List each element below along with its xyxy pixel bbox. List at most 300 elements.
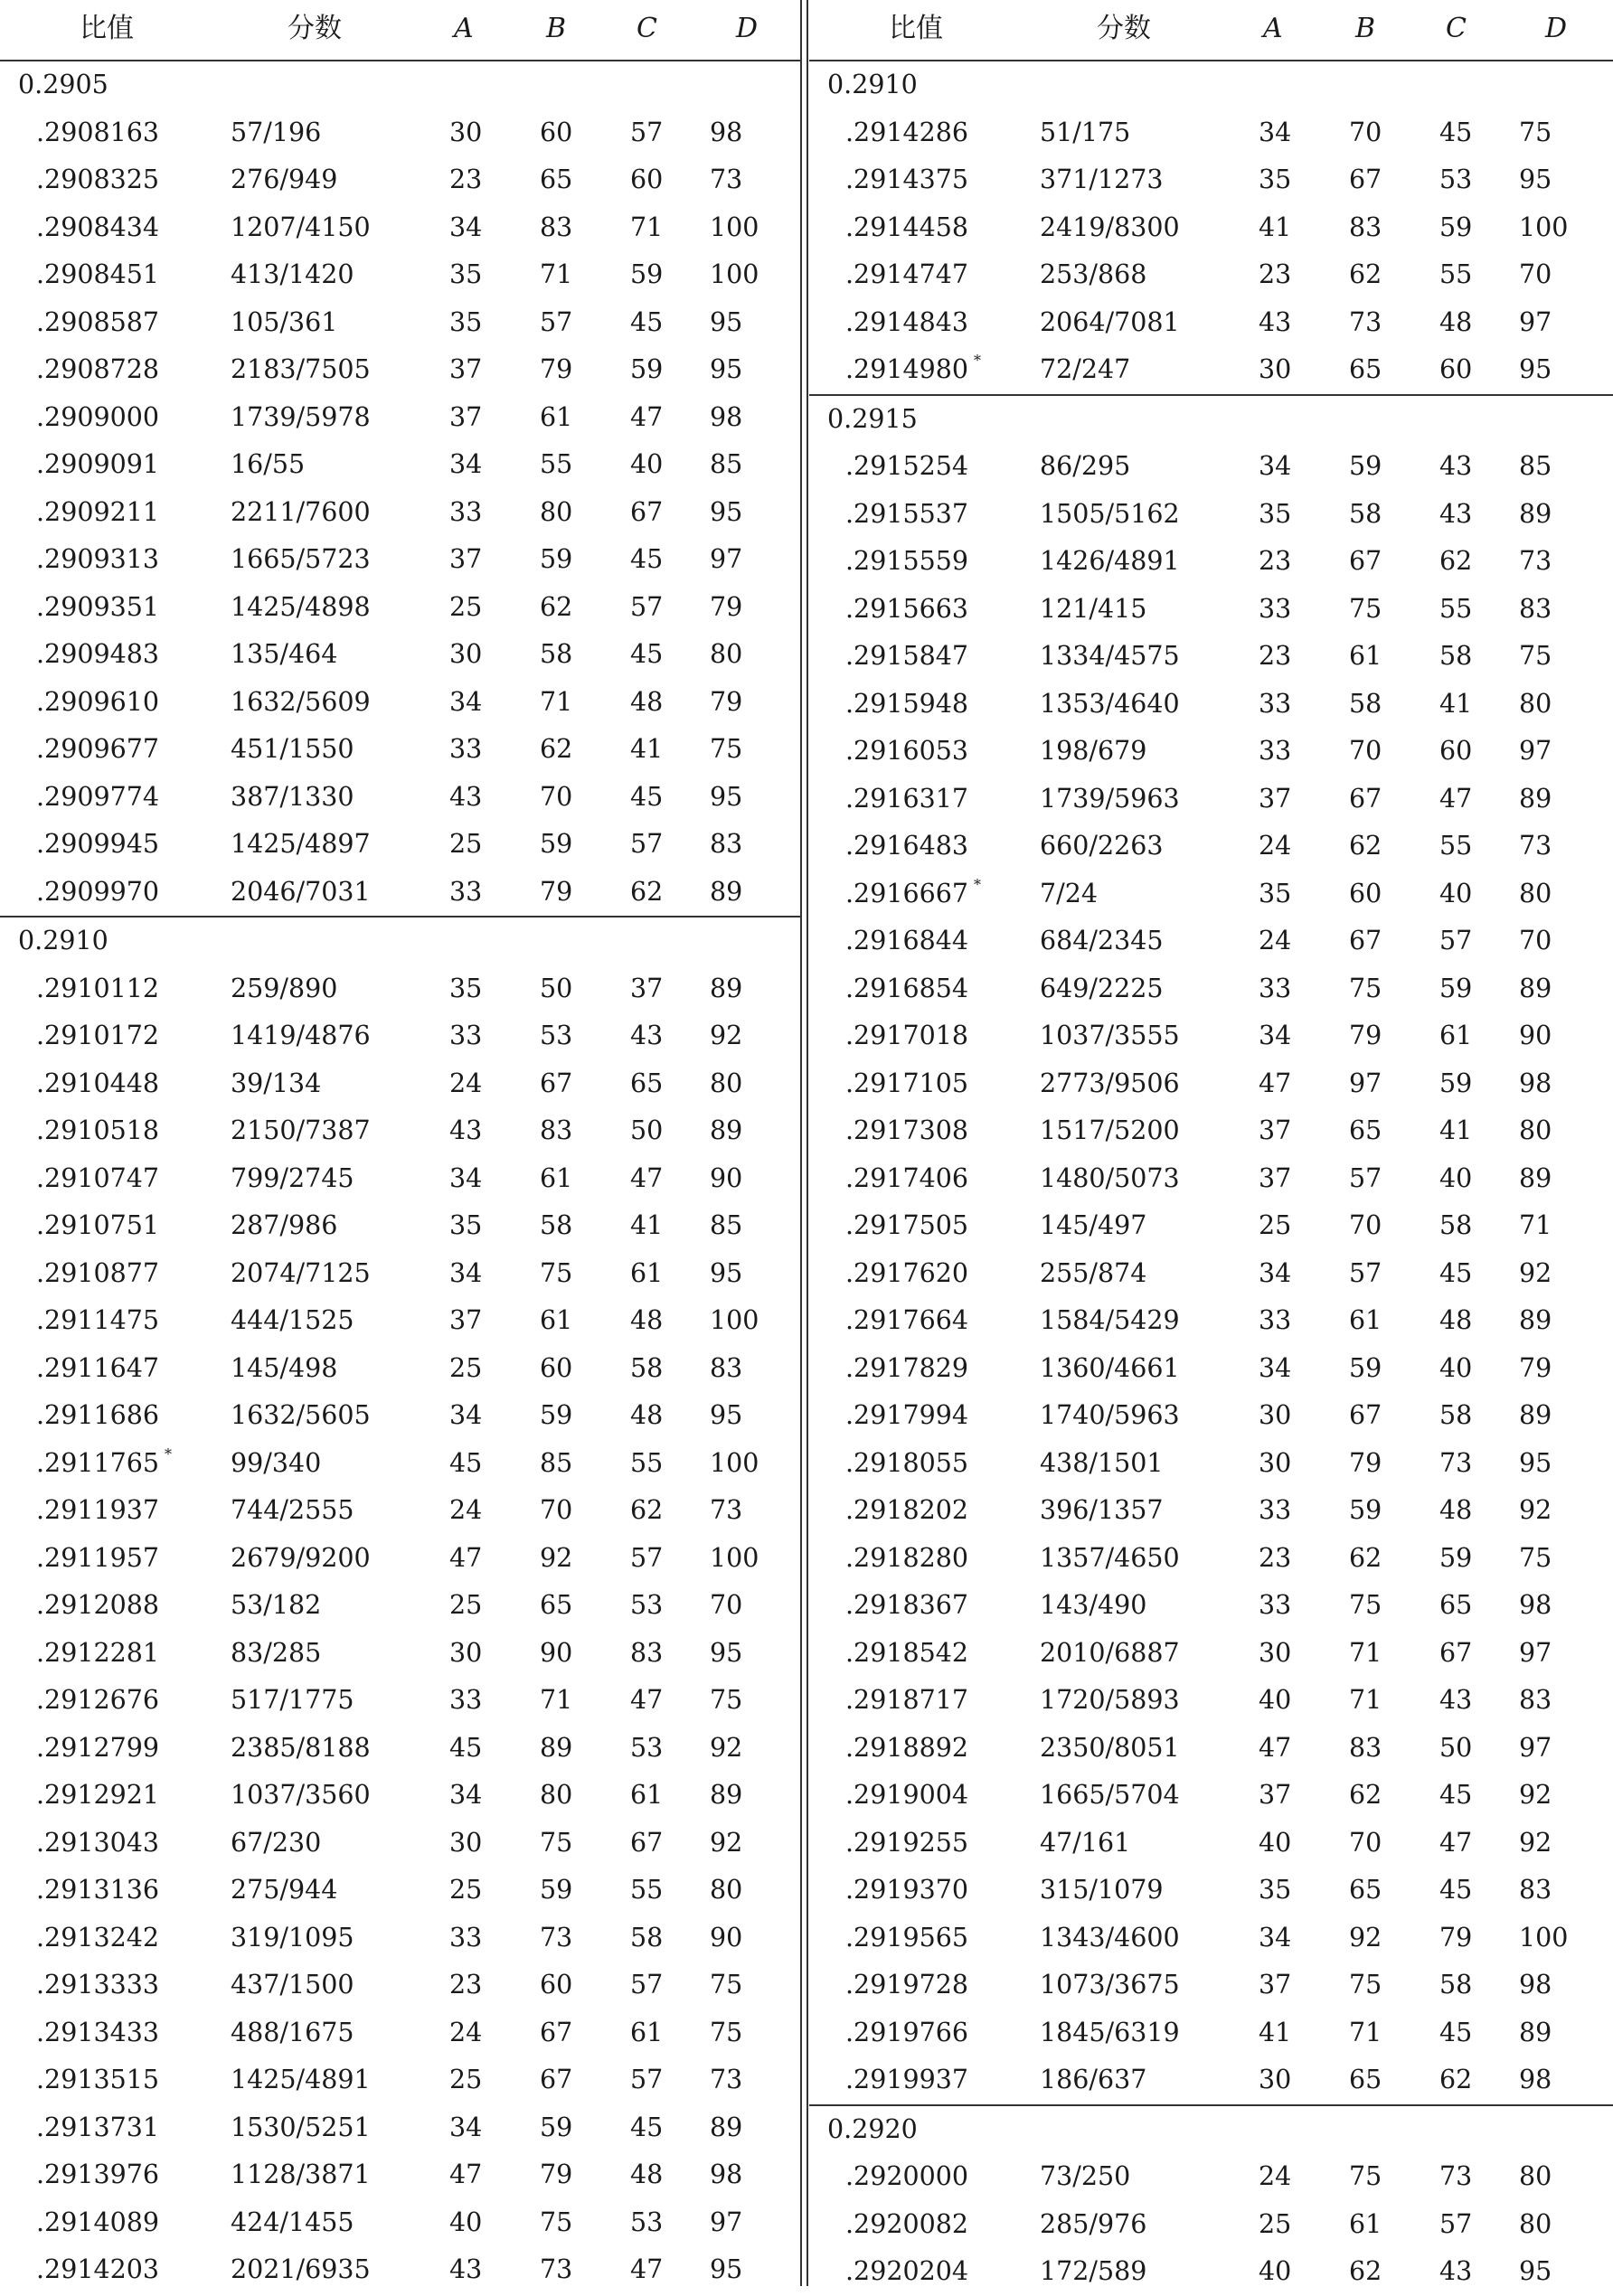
- ratio-value: .2914203: [36, 2254, 159, 2284]
- b-cell: 60: [540, 1970, 573, 2000]
- header-ratio: 比值: [80, 13, 134, 44]
- b-cell: 62: [1349, 831, 1382, 861]
- c-cell: 45: [1439, 1875, 1473, 1905]
- ratio-cell: [845, 1725, 968, 1773]
- table-row: [809, 2248, 1613, 2296]
- ratio-cell: [36, 204, 159, 252]
- fraction-cell: 2211/7600: [231, 496, 371, 527]
- fraction-cell: 1425/4891: [231, 2065, 371, 2094]
- ratio-value: .2913242: [36, 1922, 159, 1953]
- d-cell: 98: [1519, 2065, 1552, 2094]
- b-cell: 75: [1349, 593, 1382, 624]
- d-cell: 73: [1519, 831, 1552, 861]
- d-cell: 89: [1519, 1305, 1552, 1335]
- table-row: [0, 1107, 802, 1155]
- fraction-cell: 255/874: [1040, 1257, 1147, 1288]
- ratio-cell: [36, 1012, 159, 1060]
- d-cell: 95: [710, 306, 743, 337]
- a-cell: 34: [1259, 1922, 1292, 1953]
- c-cell: 47: [630, 401, 664, 432]
- b-cell: 67: [1349, 926, 1382, 955]
- ratio-value: .2913433: [36, 2017, 159, 2047]
- b-cell: 79: [540, 876, 573, 907]
- c-cell: 55: [630, 1875, 664, 1905]
- table-row: [809, 1012, 1613, 1060]
- ratio-cell: [845, 1297, 968, 1345]
- table-row: [0, 2104, 802, 2152]
- b-cell: 70: [1349, 117, 1382, 147]
- b-cell: 62: [1349, 2256, 1382, 2286]
- fraction-cell: 1740/5963: [1040, 1400, 1180, 1430]
- ratio-cell: [36, 1060, 159, 1108]
- a-cell: 25: [449, 829, 483, 859]
- table-row: [809, 965, 1613, 1013]
- a-cell: 35: [449, 973, 483, 1003]
- d-cell: 89: [1519, 783, 1552, 814]
- ratio-cell: [845, 1155, 968, 1203]
- table-row: [0, 1487, 802, 1535]
- c-cell: 43: [1439, 498, 1473, 529]
- b-cell: 83: [540, 1115, 573, 1145]
- a-cell: 41: [1259, 212, 1292, 242]
- table-row: [0, 251, 802, 299]
- fraction-cell: 1343/4600: [1040, 1922, 1180, 1953]
- table-row: [0, 965, 802, 1013]
- fraction-cell: 1334/4575: [1040, 641, 1180, 671]
- fraction-cell: 1739/5978: [231, 401, 371, 432]
- a-cell: 35: [1259, 165, 1292, 194]
- table-row: [809, 1915, 1613, 1962]
- ratio-value: .2915254: [845, 451, 968, 481]
- c-cell: 67: [630, 496, 664, 527]
- a-cell: 30: [449, 117, 483, 147]
- table-row: [0, 1345, 802, 1393]
- d-cell: 80: [1519, 878, 1552, 908]
- b-cell: 62: [1349, 1780, 1382, 1810]
- d-cell: 95: [710, 1257, 743, 1288]
- table-row: [0, 1867, 802, 1915]
- d-cell: 92: [710, 1021, 743, 1050]
- a-cell: 33: [1259, 688, 1292, 719]
- fraction-cell: 2183/7505: [231, 354, 371, 384]
- ratio-cell: [36, 726, 159, 774]
- header-d: D: [1545, 13, 1568, 44]
- ratio-cell: [36, 2246, 159, 2294]
- c-cell: 62: [630, 1495, 664, 1525]
- ratio-value: .2914458: [845, 212, 968, 242]
- ratio-cell: [845, 2201, 968, 2249]
- table-row: [0, 1297, 802, 1345]
- a-cell: 30: [449, 1827, 483, 1858]
- b-cell: 57: [1349, 1162, 1382, 1193]
- d-cell: 98: [710, 401, 743, 432]
- b-cell: 59: [1349, 451, 1382, 481]
- b-cell: 59: [540, 544, 573, 574]
- b-cell: 53: [540, 1021, 573, 1050]
- ratio-value: .2913136: [36, 1875, 159, 1905]
- ratio-value: .2917105: [845, 1068, 968, 1098]
- ratio-cell: [845, 917, 968, 965]
- ratio-cell: [845, 1867, 968, 1915]
- ratio-cell: [845, 443, 968, 491]
- table-row: [0, 821, 802, 869]
- a-cell: 40: [1259, 1685, 1292, 1715]
- ratio-value: .2919370: [845, 1875, 968, 1905]
- d-cell: 85: [1519, 451, 1552, 481]
- a-cell: 25: [449, 1590, 483, 1620]
- fraction-cell: 451/1550: [231, 734, 354, 764]
- ratio-value: .2914747: [845, 259, 968, 289]
- d-cell: 95: [1519, 2256, 1552, 2286]
- d-cell: 100: [710, 1542, 759, 1573]
- b-cell: 62: [540, 591, 573, 622]
- c-cell: 57: [630, 591, 664, 622]
- fraction-cell: 1425/4897: [231, 829, 371, 859]
- table-row: [809, 1725, 1613, 1773]
- table-row: [0, 489, 802, 537]
- d-cell: 89: [710, 876, 743, 907]
- table-row: [0, 1962, 802, 2009]
- b-cell: 79: [540, 2160, 573, 2189]
- fraction-cell: 198/679: [1040, 736, 1147, 766]
- fraction-cell: 413/1420: [231, 259, 354, 289]
- a-cell: 23: [1259, 259, 1292, 289]
- table-row: [809, 1202, 1613, 1250]
- a-cell: 45: [449, 1732, 483, 1763]
- table-row: [809, 299, 1613, 347]
- b-cell: 60: [540, 1352, 573, 1383]
- ratio-cell: [845, 156, 968, 204]
- table-row: [0, 2246, 802, 2294]
- c-cell: 48: [630, 686, 664, 717]
- c-cell: 45: [1439, 1780, 1473, 1810]
- fraction-cell: 186/637: [1040, 2065, 1147, 2094]
- table-row: [0, 1630, 802, 1678]
- table-row: [0, 1155, 802, 1203]
- ratio-cell: [36, 2009, 159, 2057]
- c-cell: 50: [1439, 1732, 1473, 1763]
- d-cell: 89: [1519, 1162, 1552, 1193]
- ratio-cell: [36, 489, 159, 537]
- table-row: [0, 584, 802, 632]
- ratio-value: .2912088: [36, 1590, 159, 1620]
- ratio-value: .2910877: [36, 1257, 159, 1288]
- d-cell: 95: [1519, 354, 1552, 384]
- ratio-cell: [36, 1250, 159, 1298]
- a-cell: 34: [449, 1400, 483, 1430]
- ratio-value: .2917406: [845, 1162, 968, 1193]
- fraction-cell: 47/161: [1040, 1827, 1131, 1858]
- a-cell: 35: [449, 306, 483, 337]
- table-row: [809, 1155, 1613, 1203]
- table-row: [809, 251, 1613, 299]
- b-cell: 57: [1349, 1257, 1382, 1288]
- a-cell: 30: [1259, 1637, 1292, 1668]
- ratio-value: .2919004: [845, 1780, 968, 1810]
- table-row: [0, 109, 802, 157]
- table-row: [809, 1962, 1613, 2009]
- c-cell: 55: [1439, 831, 1473, 861]
- fraction-cell: 1720/5893: [1040, 1685, 1180, 1715]
- ratio-value: .2919728: [845, 1970, 968, 2000]
- b-cell: 83: [1349, 212, 1382, 242]
- ratio-cell: [845, 633, 968, 681]
- ratio-cell: [36, 1345, 159, 1393]
- c-cell: 59: [1439, 1542, 1473, 1573]
- b-cell: 65: [540, 165, 573, 194]
- b-cell: 70: [540, 1495, 573, 1525]
- ratio-value: .2910751: [36, 1210, 159, 1240]
- fraction-cell: 396/1357: [1040, 1495, 1164, 1525]
- ratio-cell: [36, 1155, 159, 1203]
- a-cell: 23: [1259, 546, 1292, 576]
- a-cell: 33: [1259, 973, 1292, 1003]
- ratio-cell: [36, 1867, 159, 1915]
- c-cell: 45: [1439, 117, 1473, 147]
- table-row: [809, 1060, 1613, 1108]
- ratio-value: .2914286: [845, 117, 968, 147]
- c-cell: 57: [1439, 926, 1473, 955]
- d-cell: 100: [1519, 1922, 1569, 1953]
- ratio-cell: [845, 1535, 968, 1583]
- ratio-cell: [845, 299, 968, 347]
- header-ratio: 比值: [889, 13, 943, 44]
- c-cell: 47: [630, 2254, 664, 2284]
- ratio-cell: [36, 536, 159, 584]
- d-cell: 89: [1519, 498, 1552, 529]
- b-cell: 59: [540, 2112, 573, 2142]
- d-cell: 92: [1519, 1257, 1552, 1288]
- ratio-cell: [36, 1487, 159, 1535]
- fraction-cell: 86/295: [1040, 451, 1131, 481]
- table-row: [809, 1820, 1613, 1868]
- b-cell: 71: [540, 686, 573, 717]
- fraction-cell: 73/250: [1040, 2161, 1131, 2191]
- c-cell: 59: [1439, 212, 1473, 242]
- b-cell: 80: [540, 1780, 573, 1810]
- table-header: [809, 0, 1613, 61]
- c-cell: 57: [630, 2065, 664, 2094]
- d-cell: 75: [710, 1970, 743, 2000]
- table-row: [809, 1630, 1613, 1678]
- c-cell: 43: [1439, 1685, 1473, 1715]
- b-cell: 71: [540, 259, 573, 289]
- ratio-cell: [845, 491, 968, 539]
- ratio-value: .2909351: [36, 591, 159, 622]
- header-b: B: [1355, 13, 1376, 44]
- ratio-cell: [36, 965, 159, 1013]
- b-cell: 61: [1349, 641, 1382, 671]
- ratio-mark: *: [974, 352, 981, 369]
- c-cell: 48: [1439, 306, 1473, 337]
- fraction-cell: 135/464: [231, 639, 338, 669]
- a-cell: 47: [449, 2160, 483, 2189]
- b-cell: 65: [1349, 1875, 1382, 1905]
- d-cell: 89: [710, 973, 743, 1003]
- a-cell: 33: [449, 1922, 483, 1953]
- table-row: [809, 917, 1613, 965]
- fraction-cell: 7/24: [1040, 878, 1098, 908]
- table-row: [809, 586, 1613, 634]
- ratio-cell: [845, 1107, 968, 1155]
- fraction-cell: 1128/3871: [231, 2160, 371, 2189]
- fraction-cell: 2074/7125: [231, 1257, 371, 1288]
- a-cell: 33: [449, 1685, 483, 1715]
- table-row: [809, 2153, 1613, 2201]
- c-cell: 41: [630, 1210, 664, 1240]
- ratio-value: .2911957: [36, 1542, 159, 1573]
- ratio-value: .2910747: [36, 1162, 159, 1193]
- table-row: [809, 1440, 1613, 1488]
- column-separator-right: [806, 0, 808, 2286]
- ratio-value: .2913333: [36, 1970, 159, 2000]
- d-cell: 98: [710, 117, 743, 147]
- ratio-value: .2909313: [36, 544, 159, 574]
- group-row: [0, 916, 802, 965]
- ratio-cell: [845, 1392, 968, 1440]
- c-cell: 65: [630, 1068, 664, 1098]
- fraction-cell: 744/2555: [231, 1495, 354, 1525]
- fraction-cell: 1419/4876: [231, 1021, 371, 1050]
- b-cell: 75: [540, 1257, 573, 1288]
- table-row: [0, 204, 802, 252]
- c-cell: 57: [1439, 2208, 1473, 2239]
- table-row: [0, 1820, 802, 1868]
- b-cell: 75: [540, 2207, 573, 2237]
- table-row: [809, 1392, 1613, 1440]
- a-cell: 40: [1259, 2256, 1292, 2286]
- b-cell: 70: [540, 781, 573, 812]
- ratio-value: .2918717: [845, 1685, 968, 1715]
- ratio-cell: [36, 1820, 159, 1868]
- a-cell: 35: [1259, 878, 1292, 908]
- group-label: 0.2920: [827, 2113, 918, 2144]
- a-cell: 37: [449, 401, 483, 432]
- ratio-cell: [845, 681, 968, 729]
- a-cell: 24: [449, 1495, 483, 1525]
- table-row: [0, 1202, 802, 1250]
- fraction-cell: 2385/8188: [231, 1732, 371, 1763]
- b-cell: 67: [540, 2017, 573, 2047]
- a-cell: 43: [1259, 306, 1292, 337]
- c-cell: 41: [630, 734, 664, 764]
- fraction-cell: 424/1455: [231, 2207, 354, 2237]
- ratio-value: .2915537: [845, 498, 968, 529]
- b-cell: 71: [540, 1685, 573, 1715]
- d-cell: 95: [710, 354, 743, 384]
- b-cell: 75: [1349, 1970, 1382, 2000]
- ratio-cell: [845, 1582, 968, 1630]
- d-cell: 98: [1519, 1590, 1552, 1620]
- ratio-value: .2919937: [845, 2065, 968, 2094]
- ratio-value: .2909211: [36, 496, 159, 527]
- b-cell: 79: [1349, 1021, 1382, 1050]
- ratio-cell: [36, 1582, 159, 1630]
- ratio-cell: [845, 728, 968, 776]
- d-cell: 89: [710, 2112, 743, 2142]
- b-cell: 61: [540, 1162, 573, 1193]
- a-cell: 25: [1259, 1210, 1292, 1240]
- c-cell: 53: [630, 1732, 664, 1763]
- ratio-value: .2909091: [36, 449, 159, 479]
- ratio-cell: [845, 1202, 968, 1250]
- ratio-value: .2916053: [845, 736, 968, 766]
- d-cell: 95: [710, 496, 743, 527]
- table-row: [0, 2199, 802, 2247]
- fraction-cell: 1632/5609: [231, 686, 371, 717]
- ratio-cell: [845, 538, 968, 586]
- b-cell: 61: [1349, 2208, 1382, 2239]
- d-cell: 73: [710, 165, 743, 194]
- c-cell: 61: [630, 1257, 664, 1288]
- a-cell: 37: [1259, 1780, 1292, 1810]
- ratio-value: .2918892: [845, 1732, 968, 1763]
- a-cell: 34: [449, 1780, 483, 1810]
- fraction-cell: 99/340: [231, 1447, 322, 1478]
- c-cell: 45: [630, 2112, 664, 2142]
- fraction-cell: 1845/6319: [1040, 2017, 1180, 2047]
- ratio-cell: [36, 251, 159, 299]
- b-cell: 67: [1349, 165, 1382, 194]
- fraction-cell: 1584/5429: [1040, 1305, 1180, 1335]
- ratio-value: .2908728: [36, 354, 159, 384]
- table-row: [0, 1677, 802, 1725]
- ratio-cell: [845, 965, 968, 1013]
- table-row: [809, 204, 1613, 252]
- b-cell: 62: [1349, 259, 1382, 289]
- a-cell: 25: [449, 1875, 483, 1905]
- ratio-cell: [36, 1725, 159, 1773]
- fraction-cell: 259/890: [231, 973, 338, 1003]
- a-cell: 47: [1259, 1732, 1292, 1763]
- d-cell: 71: [1519, 1210, 1552, 1240]
- d-cell: 89: [1519, 2017, 1552, 2047]
- ratio-cell: [36, 299, 159, 347]
- ratio-cell: [36, 1297, 159, 1345]
- ratio-value: .2911686: [36, 1400, 159, 1430]
- ratio-cell: [845, 823, 968, 870]
- ratio-value: .2913043: [36, 1827, 159, 1858]
- fraction-cell: 319/1095: [231, 1922, 354, 1953]
- table-row: [809, 2056, 1613, 2104]
- a-cell: 37: [1259, 1162, 1292, 1193]
- c-cell: 57: [630, 1542, 664, 1573]
- ratio-cell: [845, 2248, 968, 2296]
- ratio-cell: [845, 586, 968, 634]
- fraction-cell: 2064/7081: [1040, 306, 1180, 337]
- a-cell: 33: [1259, 593, 1292, 624]
- ratio-cell: [36, 1202, 159, 1250]
- d-cell: 70: [1519, 259, 1552, 289]
- a-cell: 24: [1259, 926, 1292, 955]
- d-cell: 95: [1519, 1447, 1552, 1478]
- table-row: [809, 443, 1613, 491]
- d-cell: 70: [1519, 926, 1552, 955]
- ratio-cell: [845, 2009, 968, 2057]
- fraction-cell: 67/230: [231, 1827, 322, 1858]
- ratio-value: .2917664: [845, 1305, 968, 1335]
- c-cell: 59: [630, 354, 664, 384]
- a-cell: 37: [449, 544, 483, 574]
- ratio-value: .2909610: [36, 686, 159, 717]
- group-row: [809, 2104, 1613, 2154]
- fraction-cell: 1480/5073: [1040, 1162, 1180, 1193]
- fraction-cell: 1632/5605: [231, 1400, 371, 1430]
- a-cell: 24: [449, 1068, 483, 1098]
- a-cell: 33: [1259, 1495, 1292, 1525]
- a-cell: 47: [449, 1542, 483, 1573]
- table-row: [809, 776, 1613, 823]
